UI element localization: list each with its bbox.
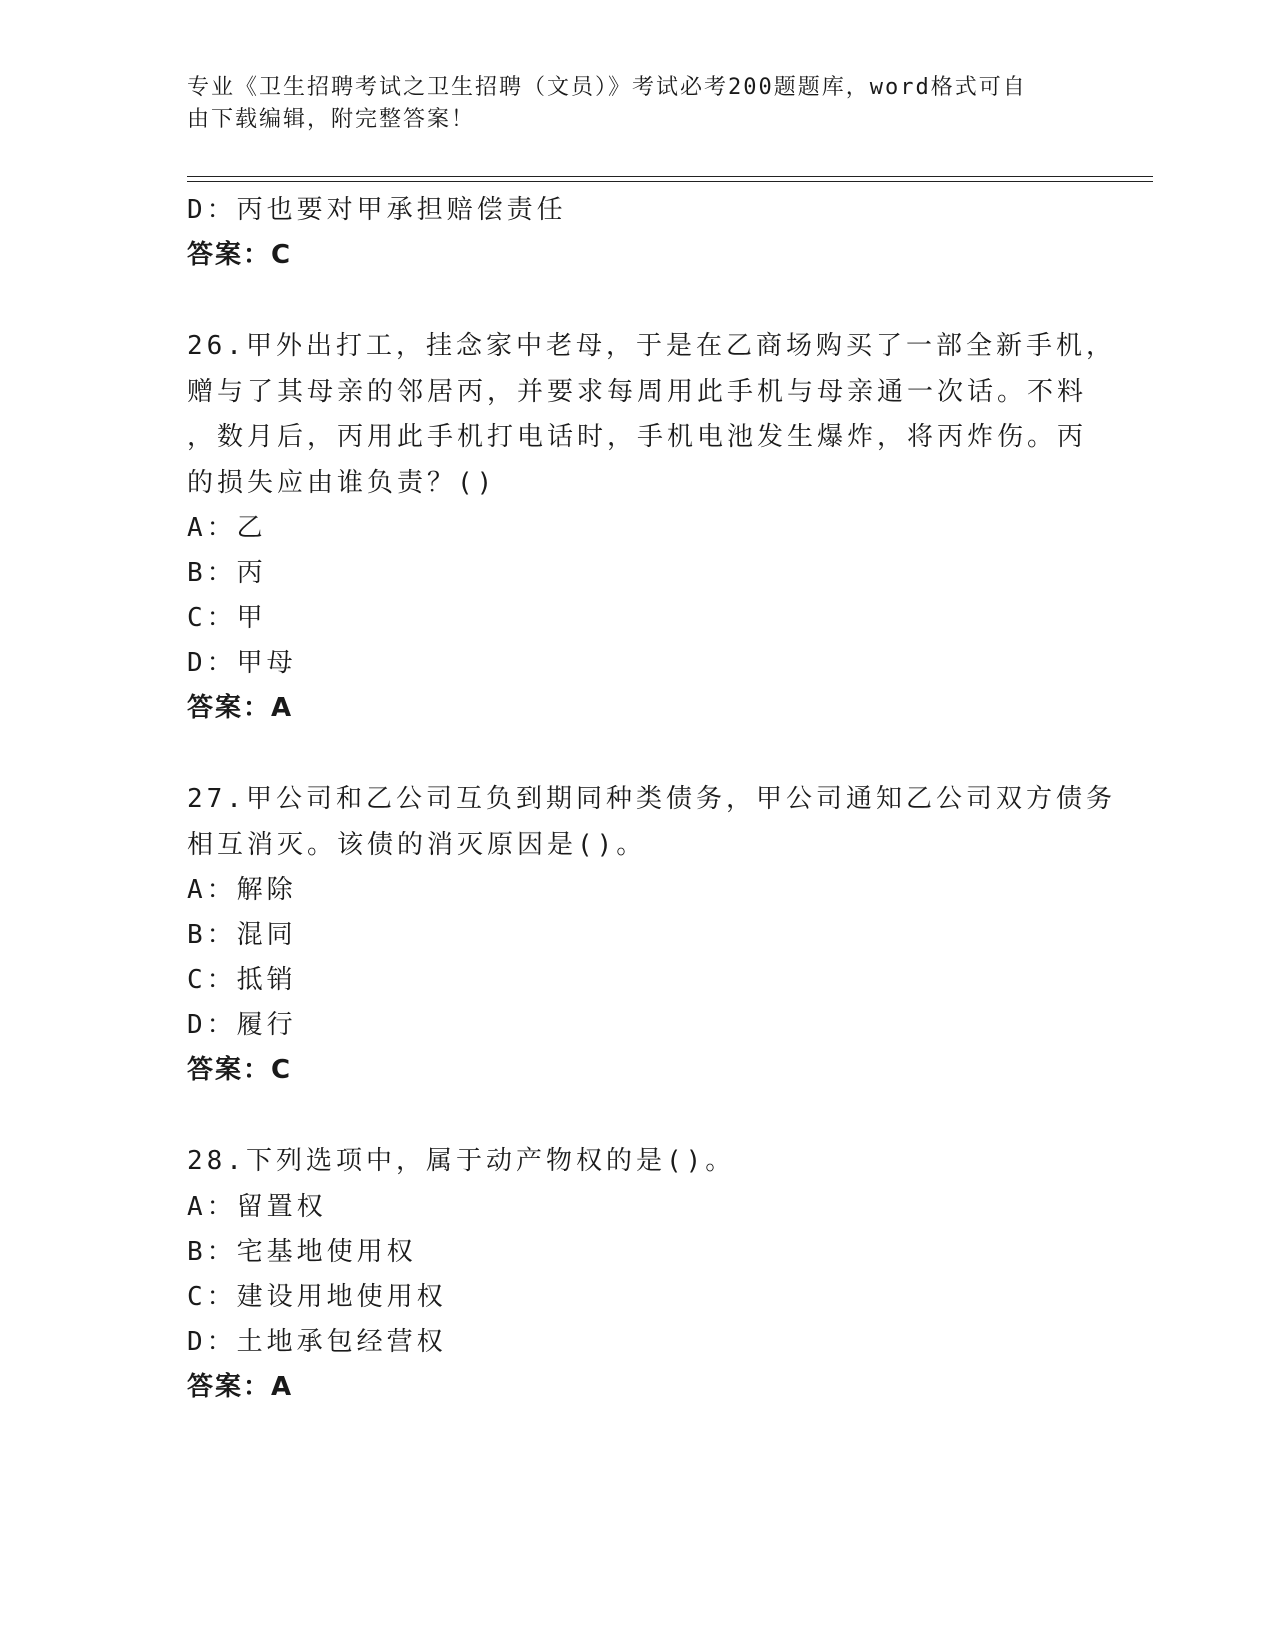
answer-line: 答案：A [187,1371,294,1402]
question-26 [187,324,1116,731]
header-divider-bottom [187,181,1153,182]
question-list [187,188,1116,1410]
option-b: B：丙 [187,558,267,588]
stem-line: 26.甲外出打工，挂念家中老母，于是在乙商场购买了一部全新手机， [187,331,1116,361]
answer-line: 答案：A [187,693,294,723]
stem-line: 相互消灭。该债的消灭原因是()。 [187,829,647,860]
option-c: C：建设用地使用权 [187,1281,447,1312]
question-27 [187,777,1116,1093]
option-b: B：宅基地使用权 [187,1236,417,1267]
header-line-1: 专业《卫生招聘考试之卫生招聘（文员）》考试必考200题题库，word格式可自 [187,75,1027,100]
header-divider-top [187,176,1153,177]
stem-line: ，数月后，丙用此手机打电话时，手机电池发生爆炸，将丙炸伤。丙 [187,422,1088,452]
stem-line: 赠与了其母亲的邻居丙，并要求每周用此手机与母亲通一次话。不料 [187,376,1088,407]
option-d: D：甲母 [187,648,297,678]
question-stem [187,777,1116,868]
option-c: C：抵销 [187,965,297,995]
option-b: B：混同 [187,920,297,950]
document-header [187,72,1067,136]
stem-line: 27.甲公司和乙公司互负到期同种类债务，甲公司通知乙公司双方债务 [187,784,1116,814]
option-d: D：丙也要对甲承担赔偿责任 [187,195,567,225]
stem-line: 28.下列选项中，属于动产物权的是()。 [187,1146,736,1176]
option-d: D：履行 [187,1010,297,1040]
header-line-2: 由下载编辑，附完整答案！ [187,107,476,132]
question-stem [187,1139,1087,1185]
option-d: D：土地承包经营权 [187,1326,447,1357]
option-c: C：甲 [187,603,267,633]
answer-line: 答案：C [187,240,293,270]
option-a: A：留置权 [187,1191,327,1222]
stem-line: 的损失应由谁负责？() [187,467,497,498]
answer-line: 答案：C [187,1055,293,1085]
option-a: A：乙 [187,513,267,543]
option-a: A：解除 [187,875,297,905]
question-stem [187,324,1116,506]
question-28 [187,1139,1087,1410]
previous-question-tail [187,188,1087,278]
